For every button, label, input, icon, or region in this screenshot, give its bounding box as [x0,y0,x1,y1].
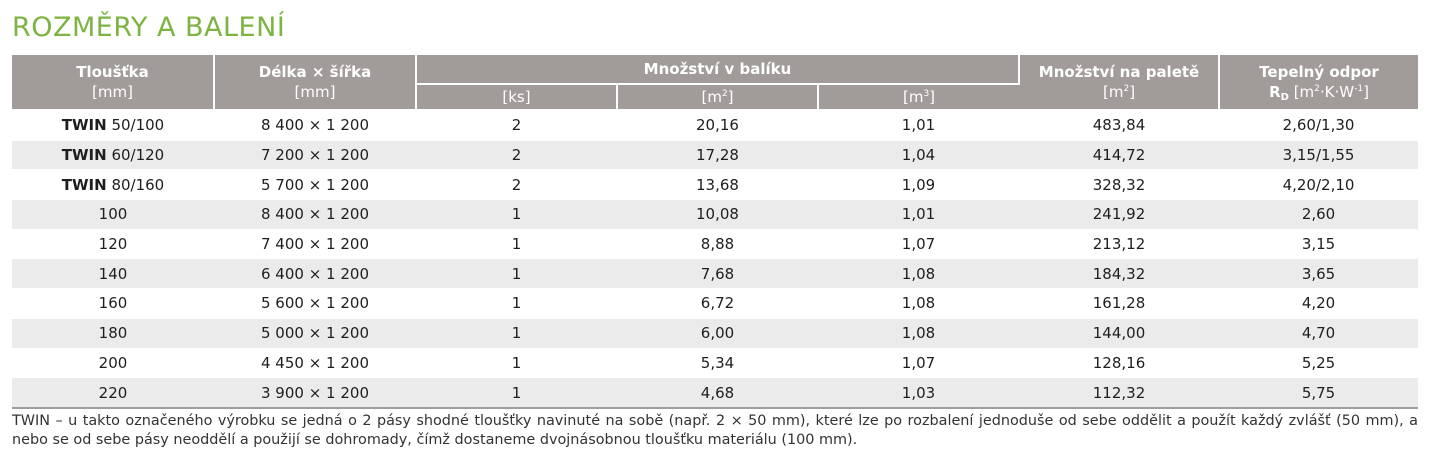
cell-size: 5 000 × 1 200 [214,318,416,348]
cell-package-m2: 5,34 [617,348,818,378]
cell-package-ks: 1 [416,289,617,319]
cell-thickness [12,110,214,140]
dimensions-table [12,55,1418,409]
table-row [12,110,1418,140]
cell-package-m3: 1,01 [818,110,1019,140]
thickness-value: 120 [98,235,128,254]
cell-size: 6 400 × 1 200 [214,259,416,289]
cell-thermal-resistance: 4,70 [1219,318,1418,348]
header-pallet [1019,55,1219,110]
thickness-value: 140 [98,264,128,283]
cell-package-m2: 17,28 [617,140,818,170]
twin-prefix: TWIN [61,116,107,135]
thickness-value: 160 [98,294,128,313]
cell-thermal-resistance: 2,60 [1219,200,1418,230]
cell-package-ks: 1 [416,378,617,408]
cell-package-ks: 2 [416,110,617,140]
thickness-value: 60/120 [106,146,165,165]
cell-pallet-m2: 483,84 [1019,110,1219,140]
thickness-value: 200 [98,353,128,372]
cell-thickness [12,229,214,259]
header-package-ks: [ks] [416,84,617,110]
cell-pallet-m2: 184,32 [1019,259,1219,289]
cell-pallet-m2: 241,92 [1019,200,1219,230]
cell-package-m2: 7,68 [617,259,818,289]
cell-package-m3: 1,08 [818,318,1019,348]
cell-package-m3: 1,01 [818,200,1019,230]
cell-package-ks: 2 [416,170,617,200]
table-body [12,110,1418,408]
cell-size: 7 200 × 1 200 [214,140,416,170]
cell-thickness [12,170,214,200]
header-package-m3: $[m^3]$ [818,84,1019,110]
cell-thermal-resistance: 4,20/2,10 [1219,170,1418,200]
cell-pallet-m2: 128,16 [1019,348,1219,378]
header-pallet-unit: $[m^2]$ [1102,83,1136,101]
thickness-value: 50/100 [106,116,165,135]
twin-prefix: TWIN [61,146,107,165]
cell-package-ks: 2 [416,140,617,170]
cell-thickness [12,318,214,348]
cell-package-m2: 20,16 [617,110,818,140]
cell-pallet-m2: 112,32 [1019,378,1219,408]
cell-thickness [12,378,214,408]
cell-size: 7 400 × 1 200 [214,229,416,259]
table-row [12,229,1418,259]
cell-thermal-resistance: 3,65 [1219,259,1418,289]
header-thermal-unit: $R_D$ $[m^2\cdot K\cdot W^{-1}]$ [1269,83,1369,103]
cell-package-m2: 10,08 [617,200,818,230]
cell-thermal-resistance: 3,15/1,55 [1219,140,1418,170]
cell-package-ks: 1 [416,200,617,230]
page-title: ROZMĚRY A BALENÍ [12,12,286,43]
cell-thickness [12,289,214,319]
cell-thickness [12,259,214,289]
cell-thickness [12,348,214,378]
cell-size: 4 450 × 1 200 [214,348,416,378]
header-thermal [1219,55,1418,110]
header-pallet-label: Množství na paletě [1038,63,1200,81]
cell-pallet-m2: 414,72 [1019,140,1219,170]
header-thickness-label: Tloušťka [76,63,149,81]
cell-package-m3: 1,07 [818,348,1019,378]
table-row [12,289,1418,319]
cell-size: 3 900 × 1 200 [214,378,416,408]
cell-package-m3: 1,08 [818,259,1019,289]
cell-package-m3: 1,09 [818,170,1019,200]
cell-thermal-resistance: 5,75 [1219,378,1418,408]
cell-pallet-m2: 213,12 [1019,229,1219,259]
cell-package-m3: 1,08 [818,289,1019,319]
cell-package-m2: 4,68 [617,378,818,408]
cell-pallet-m2: 328,32 [1019,170,1219,200]
cell-package-m2: 13,68 [617,170,818,200]
header-size-label: Délka × šířka [258,63,372,81]
footnote: TWIN – u takto označeného výrobku se jedná o 2 pásy shodné tloušťky navinuté na sobě (např. 2 × 50 mm), které lze po rozbalení jednoduše od sebe oddělit a použít každý zvlášť (50 mm), a nebo se od sebe pásy neoddělí a použijí se dohromady, čímž dostaneme dvojnásobnou tloušťku materiálu (100 mm). [12,413,1418,448]
cell-pallet-m2: 161,28 [1019,289,1219,319]
cell-size: 8 400 × 1 200 [214,110,416,140]
header-size-unit: [mm] [294,83,336,101]
cell-package-m2: 6,00 [617,318,818,348]
cell-package-ks: 1 [416,229,617,259]
header-package [416,55,1019,84]
cell-package-m3: 1,03 [818,378,1019,408]
table-row [12,170,1418,200]
cell-package-ks: 1 [416,318,617,348]
cell-thickness [12,200,214,230]
table-header [12,55,1418,110]
table-row [12,348,1418,378]
table-row [12,140,1418,170]
thickness-value: 100 [98,205,128,224]
cell-package-m3: 1,04 [818,140,1019,170]
thickness-value: 80/160 [106,175,165,194]
header-thickness [12,55,214,110]
header-package-m2: $[m^2]$ [617,84,818,110]
cell-thermal-resistance: 5,25 [1219,348,1418,378]
cell-package-ks: 1 [416,348,617,378]
cell-thermal-resistance: 3,15 [1219,229,1418,259]
header-package-label: Množství v balíku [643,60,792,78]
cell-thermal-resistance: 2,60/1,30 [1219,110,1418,140]
cell-package-m3: 1,07 [818,229,1019,259]
cell-size: 5 600 × 1 200 [214,289,416,319]
thickness-value: 220 [98,383,128,402]
header-size [214,55,416,110]
table-row [12,200,1418,230]
cell-package-ks: 1 [416,259,617,289]
table-row [12,378,1418,408]
cell-thickness [12,140,214,170]
cell-pallet-m2: 144,00 [1019,318,1219,348]
cell-package-m2: 8,88 [617,229,818,259]
header-thermal-label: Tepelný odpor [1259,63,1379,81]
thickness-value: 180 [98,324,128,343]
cell-size: 5 700 × 1 200 [214,170,416,200]
cell-package-m2: 6,72 [617,289,818,319]
table-row [12,259,1418,289]
header-thickness-unit: [mm] [92,83,133,101]
table-row [12,318,1418,348]
cell-thermal-resistance: 4,20 [1219,289,1418,319]
cell-size: 8 400 × 1 200 [214,200,416,230]
twin-prefix: TWIN [61,175,107,194]
